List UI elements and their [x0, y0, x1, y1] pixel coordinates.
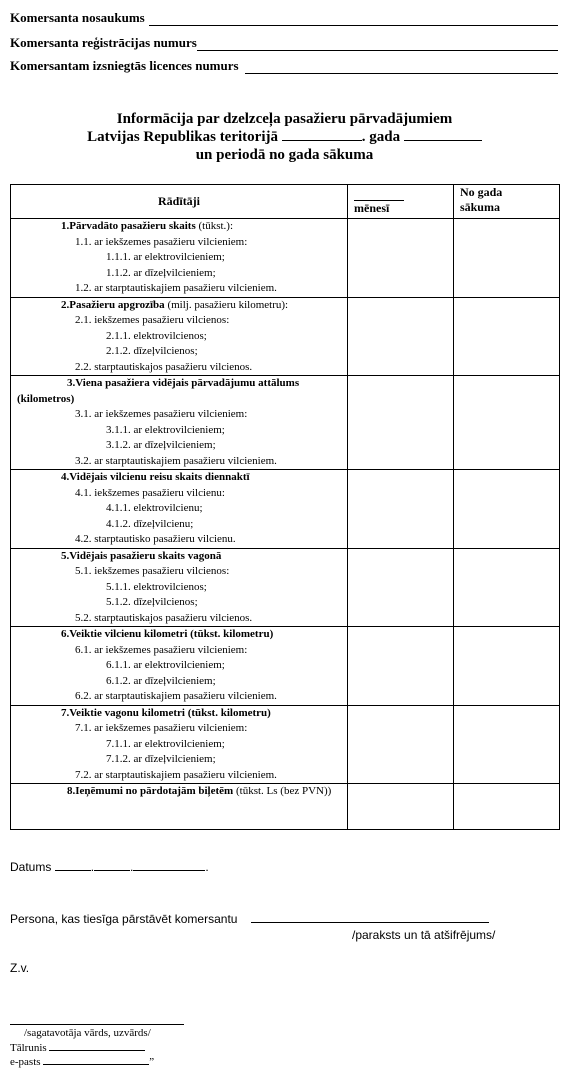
ytd-value-cell[interactable]: [453, 297, 559, 376]
form-title: [0, 110, 569, 164]
month-value-cell[interactable]: [348, 297, 454, 376]
phone-blank[interactable]: [49, 1040, 145, 1051]
representative-row: [10, 910, 489, 926]
table-row: [11, 548, 560, 627]
indicator-cell: [11, 548, 348, 627]
month-value-cell[interactable]: [348, 784, 454, 830]
signature-blank[interactable]: [251, 910, 489, 923]
indicator-title: 1.Pārvadāto pasažieru skaits (tūkst.):: [61, 220, 234, 232]
indicator-subitem: 3.2. ar starptautiskajiem pasažieru vilcieniem.: [75, 454, 277, 467]
col-month-header: mēnesī: [348, 185, 454, 219]
registration-number-row: [10, 35, 558, 51]
indicator-subitem: 7.1. ar iekšzemes pasažieru vilcieniem:: [75, 722, 248, 734]
indicator-subitem: 5.1.1. elektrovilcienos;: [106, 580, 207, 593]
indicator-subitem: 3.1.1. ar elektrovilcieniem;: [106, 423, 225, 436]
license-number-line[interactable]: [245, 62, 558, 74]
date-month-blank[interactable]: [94, 858, 130, 871]
phone-row: [10, 1040, 145, 1054]
ytd-value-cell[interactable]: [453, 376, 559, 470]
table-row: [11, 470, 560, 549]
table-row: [11, 376, 560, 470]
table-header-row: [11, 185, 560, 219]
indicator-subitem: 6.1.2. ar dīzeļvilcieniem;: [106, 674, 216, 687]
ytd-value-cell[interactable]: [453, 627, 559, 706]
ytd-value-cell[interactable]: [453, 784, 559, 830]
email-blank[interactable]: [43, 1054, 149, 1065]
indicator-title: 8.Ieņēmumi no pārdotajām biļetēm (tūkst. Ls (bez PVN)): [67, 785, 332, 797]
month-value-cell[interactable]: [348, 627, 454, 706]
indicator-title: 2.Pasažieru apgrozība (milj. pasažieru kilometru):: [61, 298, 289, 311]
indicator-subitem: 4.1.2. dīzeļvilcienu;: [106, 517, 194, 530]
indicator-cell: [11, 784, 348, 830]
date-year-blank[interactable]: [133, 858, 205, 871]
indicator-subitem: 4.1. iekšzemes pasažieru vilcienu:: [75, 486, 225, 499]
company-name-line[interactable]: [149, 14, 558, 26]
indicator-title: 7.Veiktie vagonu kilometri (tūkst. kilometru): [61, 706, 271, 719]
date-row: Datums . . .: [10, 860, 209, 874]
indicator-subitem: 1.1.2. ar dīzeļvilcieniem;: [106, 266, 216, 279]
col-indicators-header: Rādītāji: [11, 185, 348, 219]
email-label: e-pasts: [10, 1056, 41, 1068]
indicator-cell: [11, 470, 348, 549]
ytd-value-cell[interactable]: [453, 219, 559, 298]
company-name-row: [10, 10, 558, 26]
registration-number-label: Komersanta reģistrācijas numurs: [10, 35, 197, 50]
month-value-cell[interactable]: [348, 376, 454, 470]
indicator-subitem: 7.1.2. ar dīzeļvilcieniem;: [106, 753, 216, 765]
title-line-3: un periodā no gada sākuma: [195, 147, 374, 163]
indicator-cell: [11, 297, 348, 376]
ytd-value-cell[interactable]: [453, 548, 559, 627]
signature-note: /paraksts un tā atšifrējums/: [352, 928, 496, 942]
table-row: [11, 705, 560, 784]
month-value-cell[interactable]: [348, 219, 454, 298]
date-label: Datums: [10, 860, 52, 874]
indicator-cell: [11, 376, 348, 470]
indicator-subitem: 1.1. ar iekšzemes pasažieru vilcieniem:: [75, 235, 248, 248]
indicator-subitem: 5.1. iekšzemes pasažieru vilcienos:: [75, 565, 230, 577]
table-body: [11, 219, 560, 830]
indicators-table: [10, 184, 560, 830]
indicator-subitem: 1.2. ar starptautiskajiem pasažieru vilcieniem.: [75, 282, 277, 294]
col-ytd-header: No gada sākuma: [453, 185, 559, 219]
indicator-cell: [11, 627, 348, 706]
title-line-1: Informācija par dzelzceļa pasažieru pārvadājumiem: [116, 111, 453, 127]
preparer-name-line[interactable]: [10, 1024, 184, 1025]
table-row: [11, 627, 560, 706]
stamp-label: Z.v.: [10, 961, 30, 975]
indicator-subitem: 5.1.2. dīzeļvilcienos;: [106, 596, 198, 608]
indicator-title: 4.Vidējais vilcienu reisu skaits diennaktī: [61, 471, 250, 483]
month-value-cell[interactable]: [348, 548, 454, 627]
phone-label: Tālrunis: [10, 1042, 47, 1054]
indicator-subitem: 2.2. starptautiskajos pasažieru vilcienos.: [75, 360, 253, 373]
indicator-subitem: 1.1.1. ar elektrovilcieniem;: [106, 251, 225, 263]
license-number-label: Komersantam izsniegtās licences numurs: [10, 58, 239, 73]
month-value-cell[interactable]: [348, 705, 454, 784]
ytd-value-cell[interactable]: [453, 705, 559, 784]
registration-number-line[interactable]: [197, 39, 558, 51]
indicator-subitem: 7.2. ar starptautiskajiem pasažieru vilcieniem.: [75, 768, 277, 781]
representative-label: Persona, kas tiesīga pārstāvēt komersantu: [10, 912, 238, 926]
date-day-blank[interactable]: [55, 858, 91, 871]
month-header-blank[interactable]: [354, 187, 404, 201]
table-row: [11, 784, 560, 830]
table-row: [11, 219, 560, 298]
indicator-subitem: 5.2. starptautiskajos pasažieru vilcienos.: [75, 611, 253, 624]
indicator-subitem: 3.1. ar iekšzemes pasažieru vilcieniem:: [75, 408, 248, 420]
preparer-note: /sagatavotāja vārds, uzvārds/: [24, 1027, 151, 1039]
indicator-subitem: 2.1.2. dīzeļvilcienos;: [106, 345, 198, 357]
indicator-subitem: 6.1. ar iekšzemes pasažieru vilcieniem:: [75, 643, 248, 656]
indicator-subitem: 4.1.1. elektrovilcienu;: [106, 502, 203, 514]
company-name-label: Komersanta nosaukums: [10, 10, 145, 25]
indicator-title: 3.Viena pasažiera vidējais pārvadājumu attālums (kilometros): [17, 377, 300, 405]
month-value-cell[interactable]: [348, 470, 454, 549]
year-blank[interactable]: [404, 128, 482, 141]
indicator-title: 6.Veiktie vilcienu kilometri (tūkst. kilometru): [61, 628, 274, 640]
indicator-subitem: 7.1.1. ar elektrovilcieniem;: [106, 737, 225, 750]
table-row: [11, 297, 560, 376]
indicator-subitem: 4.2. starptautisko pasažieru vilcienu.: [75, 533, 236, 545]
indicator-subitem: 6.2. ar starptautiskajiem pasažieru vilcieniem.: [75, 690, 277, 702]
email-row: e-pasts ”: [10, 1056, 155, 1068]
month-blank[interactable]: [282, 128, 362, 141]
indicator-cell: [11, 219, 348, 298]
indicator-subitem: 6.1.1. ar elektrovilcieniem;: [106, 659, 225, 671]
ytd-value-cell[interactable]: [453, 470, 559, 549]
title-line-2: Latvijas Republikas teritorijā . gada: [0, 128, 569, 146]
license-number-row: [10, 58, 558, 74]
indicator-subitem: 2.1.1. elektrovilcienos;: [106, 329, 207, 342]
indicator-title: 5.Vidējais pasažieru skaits vagonā: [61, 549, 222, 562]
indicator-subitem: 3.1.2. ar dīzeļvilcieniem;: [106, 439, 216, 451]
indicator-subitem: 2.1. iekšzemes pasažieru vilcienos:: [75, 314, 230, 326]
indicator-cell: [11, 705, 348, 784]
